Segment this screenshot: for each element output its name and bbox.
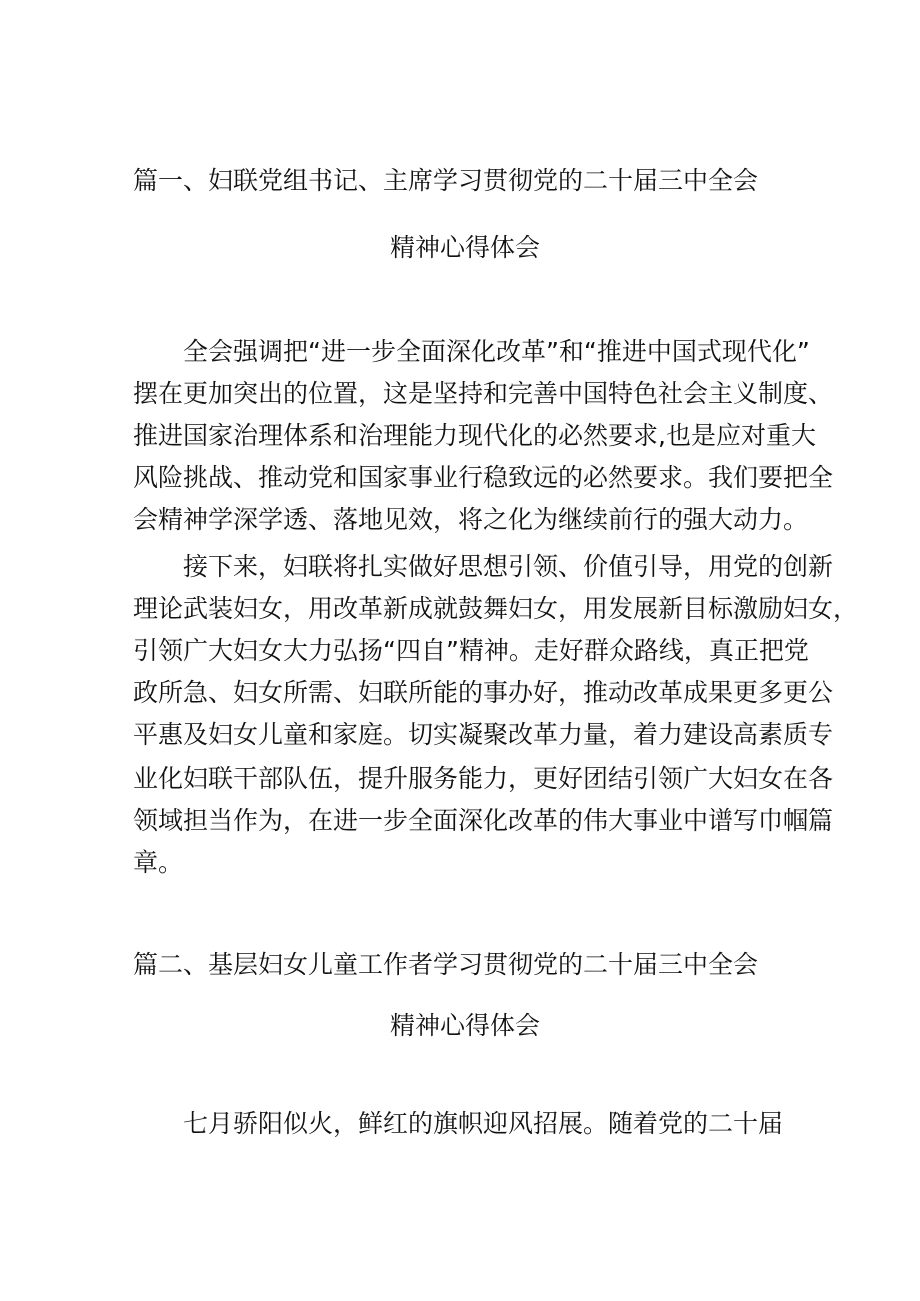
section2-title-line2: 精神心得体会 [390,1011,541,1040]
section1-title-line2: 精神心得体会 [390,233,541,262]
section1-para1-line5: 会精神学深学透、落地见效，将之化为继续前行的强大动力。 [133,505,809,534]
section2-title-line1: 篇二、基层妇女儿童工作者学习贯彻党的二十届三中全会 [133,950,759,979]
section2-para1-line1: 七月骄阳似火，鲜红的旗帜迎风招展。随着党的二十届 [183,1109,784,1138]
section1-para2-line1: 接下来，妇联将扎实做好思想引领、价值引导，用党的创新 [183,552,834,581]
section1-para1-line2: 摆在更加突出的位置，这是坚持和完善中国特色社会主义制度、 [133,379,834,408]
section1-para2-line4: 政所急、妇女所需、妇联所能的事办好，推动改革成果更多更公 [133,678,834,707]
section1-title-line1: 篇一、妇联党组书记、主席学习贯彻党的二十届三中全会 [133,166,759,195]
section1-para1-line3: 推进国家治理体系和治理能力现代化的必然要求,也是应对重大 [133,421,816,450]
section1-para2-line5: 平惠及妇女儿童和家庭。切实凝聚改革力量，着力建设高素质专 [133,720,834,749]
section1-para2-line8: 章。 [133,848,184,877]
section1-para2-line6: 业化妇联干部队伍，提升服务能力，更好团结引领广大妇女在各 [133,764,834,793]
section1-para2-line7: 领域担当作为，在进一步全面深化改革的伟大事业中谱写巾帼篇 [133,806,834,835]
section1-para2-line3: 引领广大妇女大力弘扬“四自”精神。走好群众路线，真正把党 [133,636,809,665]
section1-para2-line2: 理论武装妇女，用改革新成就鼓舞妇女，用发展新目标激励妇女， [133,594,859,623]
section1-para1-line4: 风险挑战、推动党和国家事业行稳致远的必然要求。我们要把全 [133,463,834,492]
section1-para1-line1: 全会强调把“进一步全面深化改革”和“推进中国式现代化” [183,337,810,366]
